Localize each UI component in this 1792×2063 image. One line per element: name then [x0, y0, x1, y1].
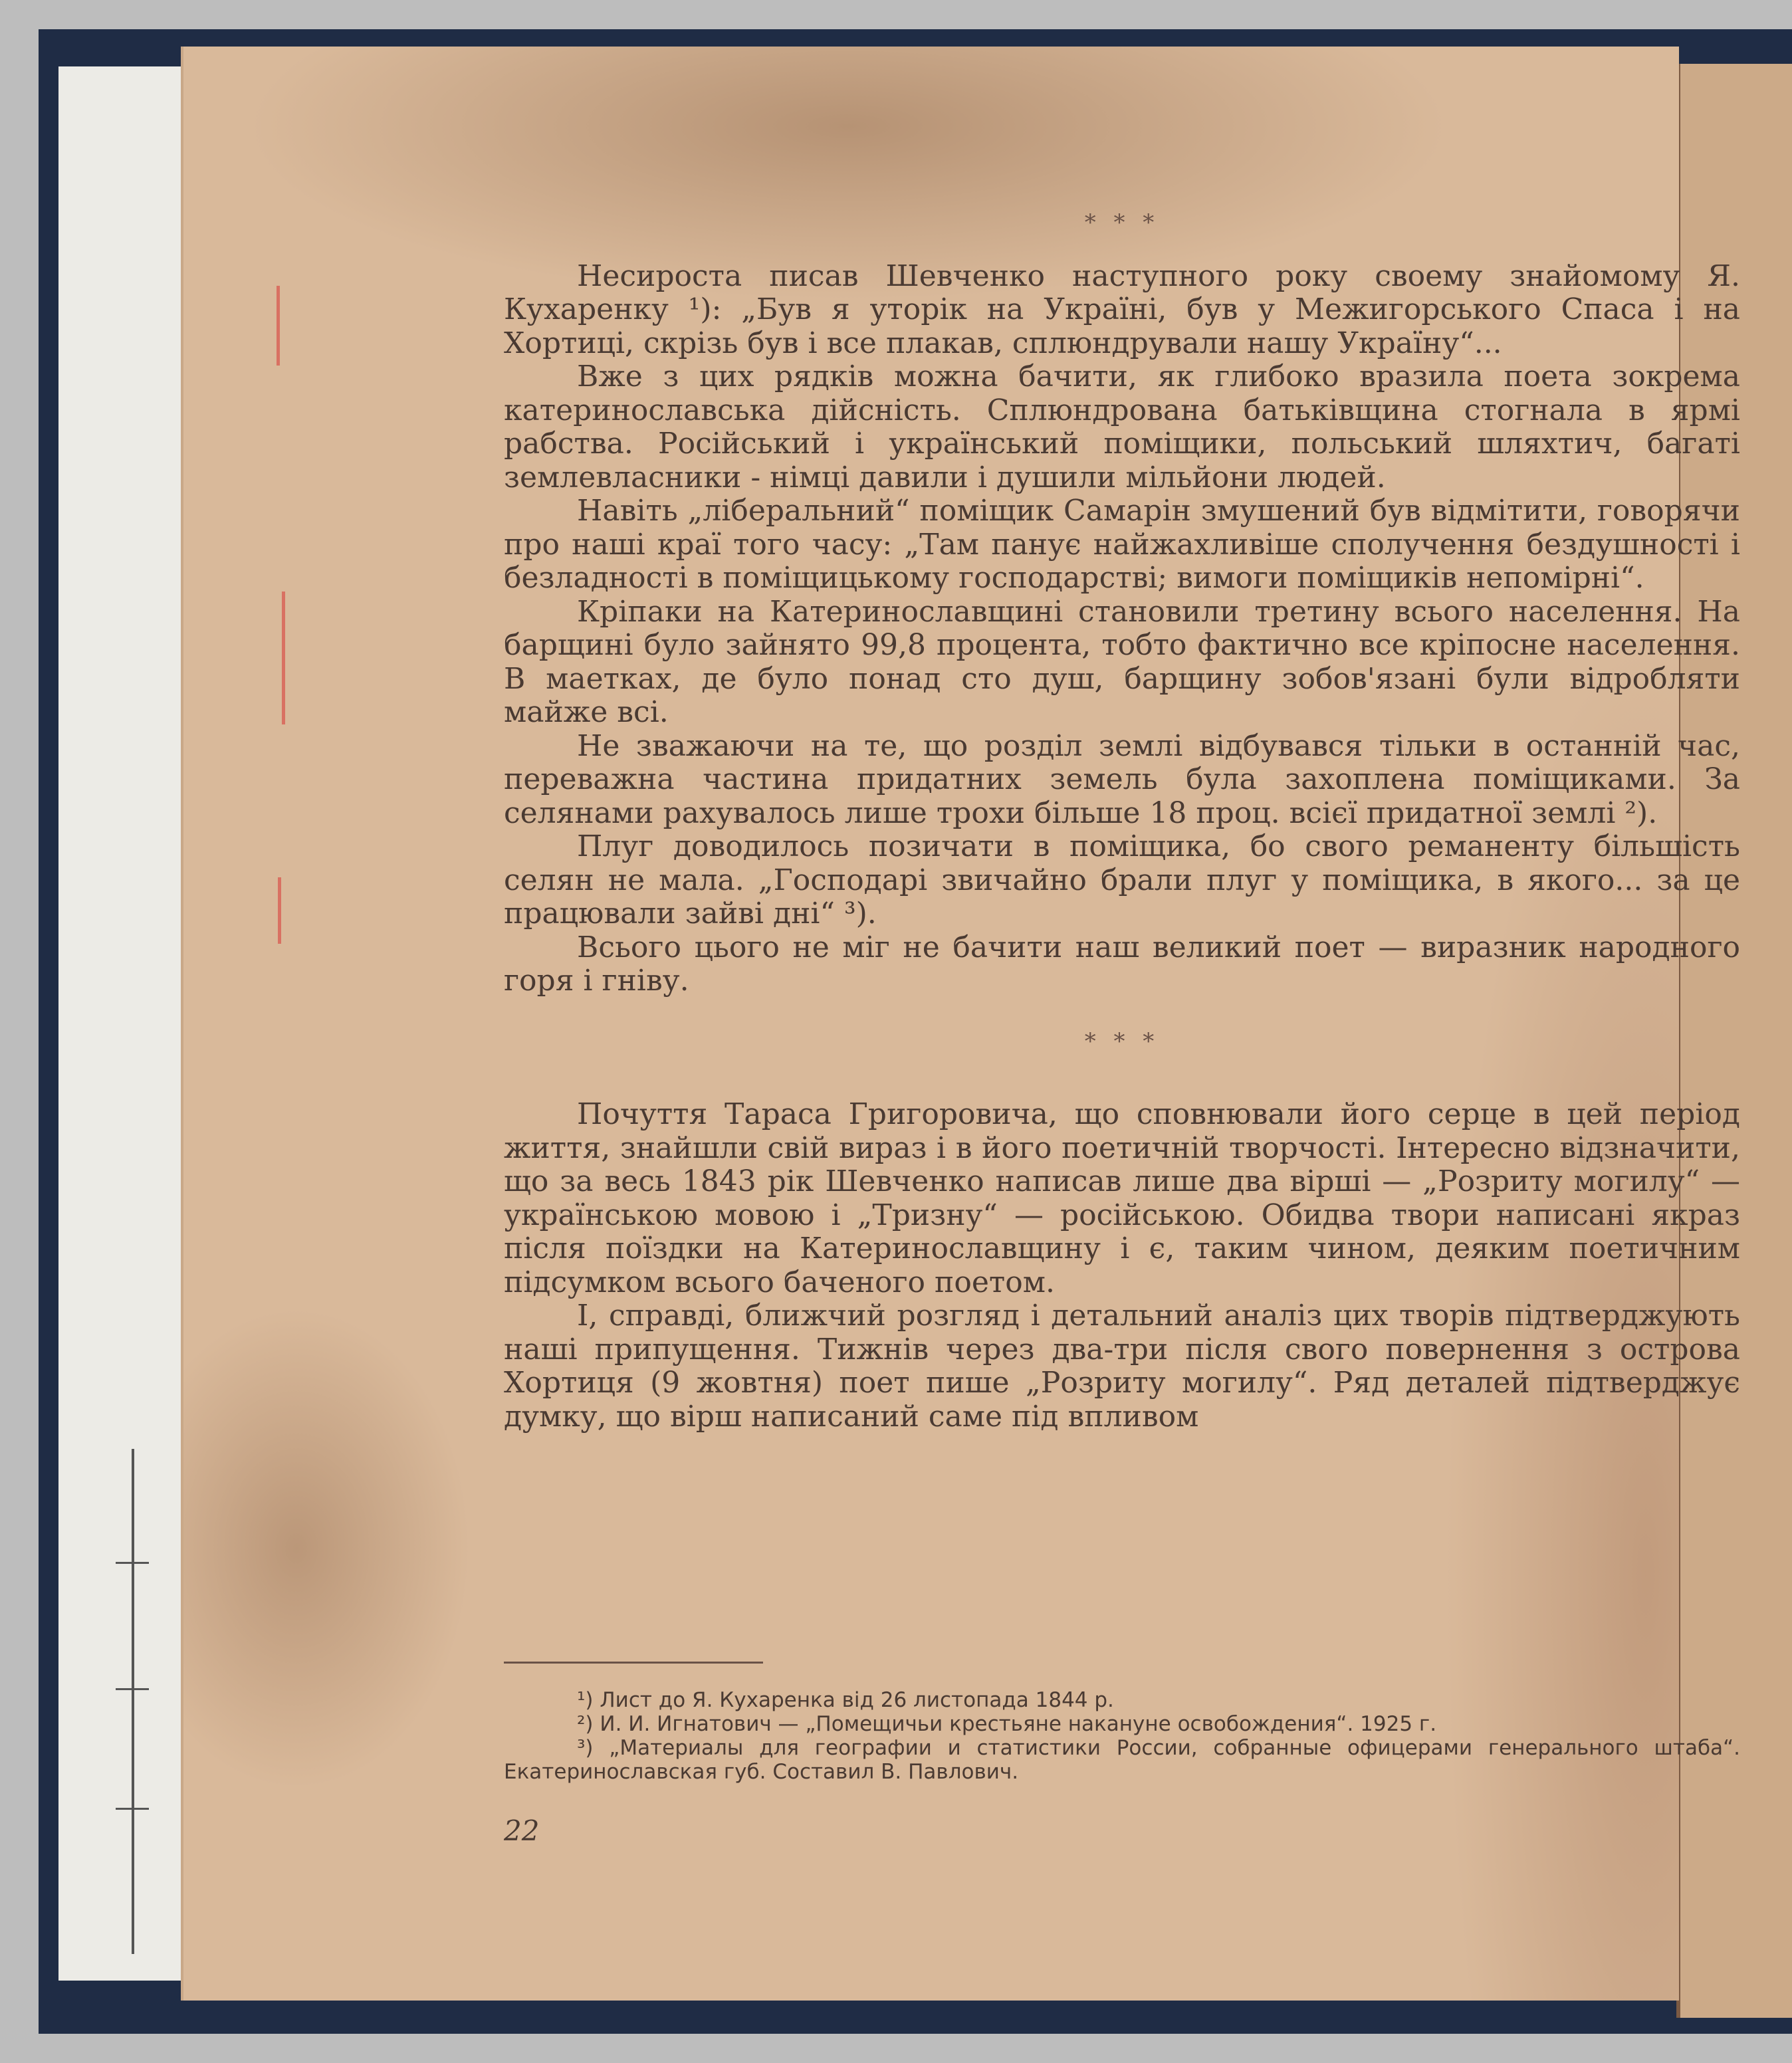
book-page [181, 47, 1740, 2001]
pencil-mark [132, 1449, 134, 1954]
page-number: 22 [504, 1814, 540, 1847]
footnote: ²) И. И. Игнатович — „Помещичьи крестьяне накануне освобождения“. 1925 г. [577, 1712, 1437, 1736]
section-divider: * * * [1084, 1028, 1160, 1055]
section-divider: * * * [1084, 209, 1160, 236]
pencil-mark [116, 1562, 149, 1564]
red-margin-mark [282, 592, 285, 724]
paragraph: Почуття Тараса Григоровича, що сповнювали його серце в цей період життя, знайшли свій вираз і в його поетичній творчості. Інтересно відзначити, що за весь 1843 рік Шевченко написав лише два вірші — „Розриту могилу“ — українською мовою і „Тризну“ — російською. Обидва твори написані якраз після поїздки на Катеринославщину і є, таким чином, деяким поетичним підсумком всього баченого поетом. [504, 1097, 1740, 1299]
paragraph: Навіть „ліберальний“ поміщик Самарін змушений був відмітити, говорячи про наші краї того часу: „Там панує найжахливіше сполучення бездушності і безладності в поміщицькому господарстві; вимоги поміщиків непомірні“. [504, 494, 1740, 595]
footnote: ¹) Лист до Я. Кухаренка від 26 листопада 1844 р. [577, 1688, 1114, 1712]
footnote-rule [504, 1662, 763, 1664]
pencil-mark [116, 1688, 149, 1690]
pencil-mark [116, 1808, 149, 1810]
red-margin-mark [277, 286, 280, 366]
footnote: ³) „Материалы для географии и статистики России, собранные офицерами генерального штаба“. Екатеринославская губ. Составил В. Павлович. [504, 1736, 1740, 1784]
paragraph: Плуг доводилось позичати в поміщика, бо свого реманенту більшість селян не мала. „Господарі звичайно брали плуг у поміщика, в якого... за це працювали зайві дні“ ³). [504, 829, 1740, 930]
paragraph: Вже з цих рядків можна бачити, як глибоко вразила поета зокрема катеринославська дійсність. Сплюндрована батьківщина стогнала в ярмі рабства. Російський і український поміщики, польський шляхтич, багаті землевласники - німці давили і душили мільйони людей. [504, 360, 1740, 494]
body-text [504, 47, 1740, 1434]
footnotes [504, 1688, 1740, 1784]
paragraph: Всього цього не міг не бачити наш великий поет — виразник народного горя і гніву. [504, 930, 1740, 998]
back-sheet [58, 66, 191, 1981]
paragraph: Несироста писав Шевченко наступного року своему знайомому Я. Кухаренку ¹): „Був я уторік на Україні, був у Межигорського Спаса і на Хортиці, скрізь був і все плакав, сплюндрували нашу Україну“... [504, 259, 1740, 360]
paragraph: Кріпаки на Катеринославщині становили третину всього населення. На барщині було зайнято 99,8 процента, тобто фактично все кріпосне населення. В маетках, де було понад сто душ, барщину зобов'язані були відробляти майже всі. [504, 594, 1740, 729]
paragraph: І, справді, ближчий розгляд і детальний аналіз цих творів підтверджують наші припущення. Тижнів через два-три після свого повернення з острова Хортиця (9 жовтня) поет пише „Розриту могилу“. Ряд деталей підтверджує думку, що вірш написаний саме під впливом [504, 1299, 1740, 1434]
paragraph: Не зважаючи на те, що розділ землі відбувався тільки в останній час, переважна частина придатних земель була захоплена поміщиками. За селянами рахувалось лише трохи більше 18 проц. всієї придатної землі ²). [504, 728, 1740, 830]
red-margin-mark [278, 877, 281, 944]
